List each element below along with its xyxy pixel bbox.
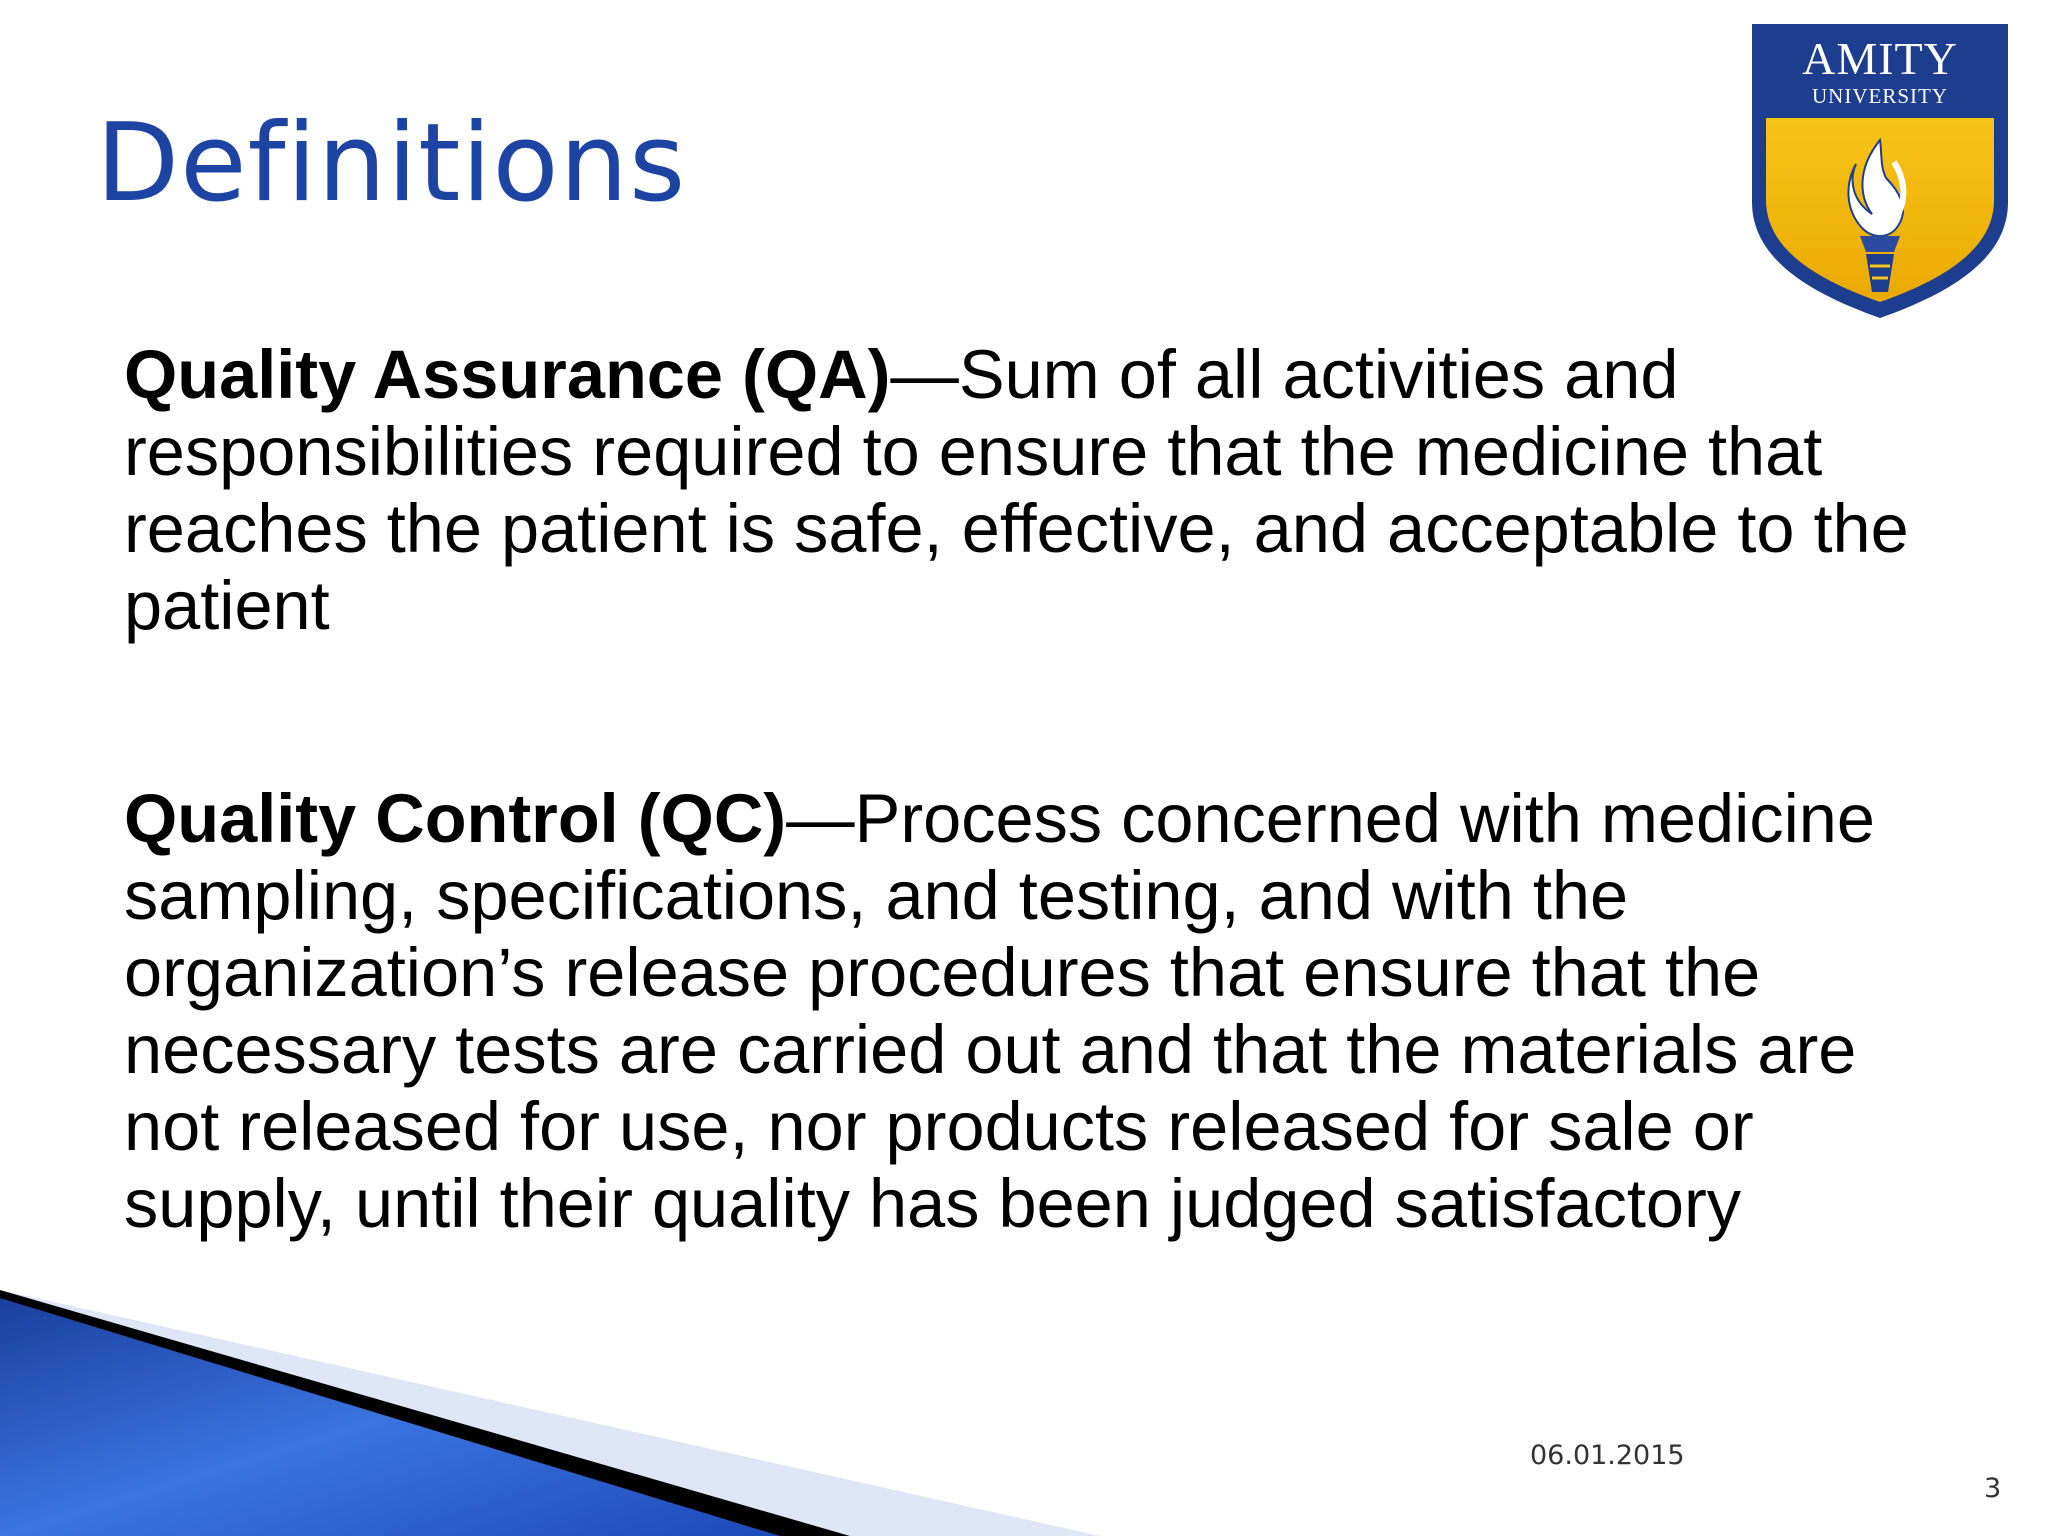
definitions-list bbox=[124, 336, 1954, 1242]
definition-term: Quality Control (QC) bbox=[124, 780, 787, 857]
definition-qc bbox=[124, 780, 1954, 1242]
slide-title: Definitions bbox=[96, 101, 687, 226]
definition-term: Quality Assurance (QA) bbox=[124, 336, 891, 413]
definition-qa bbox=[124, 336, 1954, 644]
logo-name: AMITY bbox=[1802, 33, 1958, 84]
decorative-swoosh bbox=[0, 1290, 1100, 1536]
amity-university-logo bbox=[1748, 22, 2012, 320]
page-number: 3 bbox=[1984, 1473, 2002, 1504]
slide-date: 06.01.2015 bbox=[1530, 1440, 1685, 1471]
definition-separator: — bbox=[890, 336, 959, 413]
logo-subtitle: UNIVERSITY bbox=[1812, 84, 1948, 108]
definition-text: Process concerned with medicine sampling, specifications, and testing, and with the organization’s release procedures that ensure that the necessary tests are carried out and that the materials are not released for use, nor products released for sale or supply, until their quality has been judged satisfactory bbox=[124, 780, 1876, 1242]
definition-separator: — bbox=[786, 780, 855, 857]
definition-text: Sum of all activities and responsibilities required to ensure that the medicine that reaches the patient is safe, effective, and acceptable to the patient bbox=[124, 336, 1909, 644]
